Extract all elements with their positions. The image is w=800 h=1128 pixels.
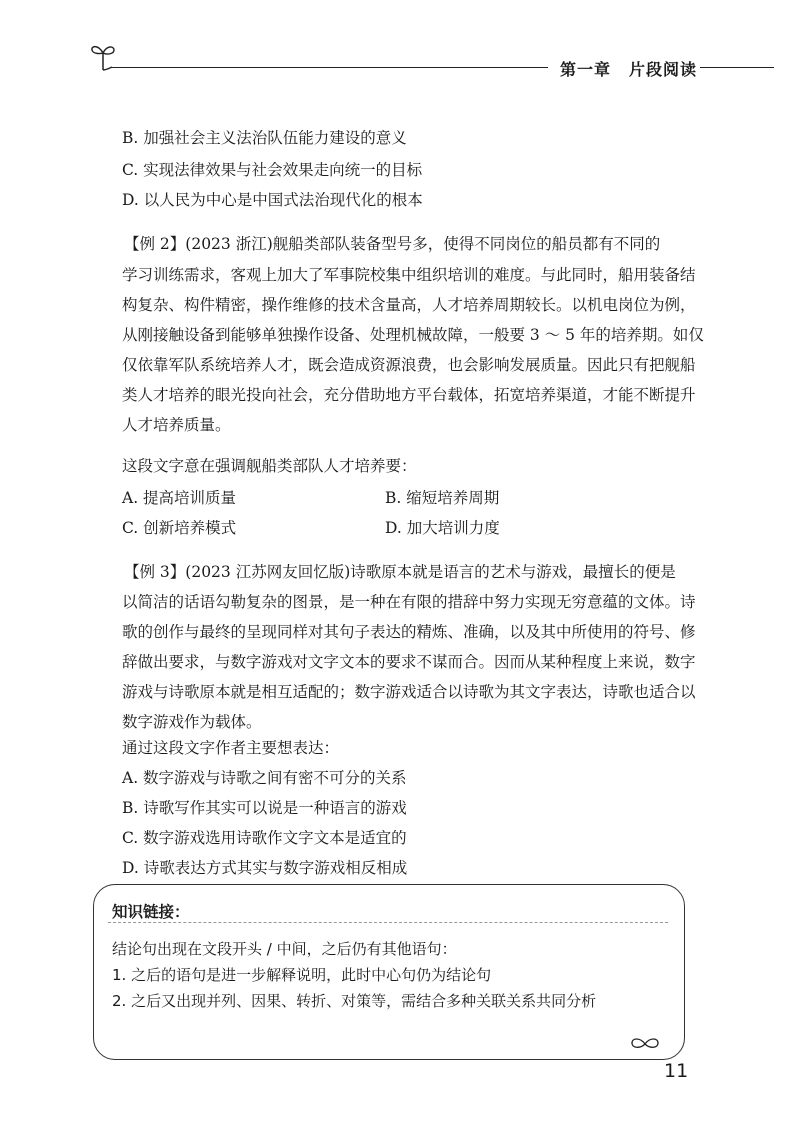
- knowledge-item: 1. 之后的语句是进一步解释说明，此时中心句仍为结论句: [112, 966, 492, 984]
- example3-line: 辞做出要求，与数字游戏对文字文本的要求不谋而合。因而从某种程度上来说，数字: [122, 653, 696, 671]
- example3-line: 数字游戏作为载体。: [122, 713, 262, 731]
- example2-line: 【例 2】(2023 浙江)舰船类部队装备型号多，使得不同岗位的船员都有不同的: [124, 235, 661, 253]
- example2-question: 这段文字意在强调舰船类部队人才培养要：: [122, 457, 417, 475]
- chapter-label: 第一章: [560, 60, 612, 79]
- example2-line: 类人才培养的眼光投向社会，充分借助地方平台载体，拓宽培养渠道，才能不断提升: [122, 386, 696, 404]
- example2-line: 构复杂、构件精密，操作维修的技术含量高，人才培养周期较长。以机电岗位为例，: [122, 296, 696, 314]
- example3-line: 游戏与诗歌原本就是相互适配的；数字游戏适合以诗歌为其文字表达，诗歌也适合以: [122, 683, 696, 701]
- example3-option-c: C. 数字游戏选用诗歌作文字文本是适宜的: [122, 829, 407, 847]
- example3-line: 以简洁的话语勾勒复杂的图景，是一种在有限的措辞中努力实现无穷意蕴的文体。诗: [122, 593, 696, 611]
- example3-question: 通过这段文字作者主要想表达：: [122, 739, 340, 757]
- sprout-icon: [88, 40, 118, 74]
- running-header: [560, 57, 697, 80]
- knowledge-item: 2. 之后又出现并列、因果、转折、对策等，需结合多种关联关系共同分析: [112, 992, 597, 1010]
- example3-option-b: B. 诗歌写作其实可以说是一种语言的游戏: [122, 799, 407, 817]
- knowledge-title: 知识链接：: [112, 903, 190, 921]
- prev-option-b: B. 加强社会主义法治队伍能力建设的意义: [122, 129, 407, 147]
- knowledge-intro: 结论句出现在文段开头 / 中间，之后仍有其他语句：: [112, 940, 457, 958]
- example2-option-b: B. 缩短培养周期: [385, 489, 500, 507]
- example3-line: 【例 3】(2023 江苏网友回忆版)诗歌原本就是语言的艺术与游戏，最擅长的便是: [124, 563, 676, 581]
- example3-option-d: D. 诗歌表达方式其实与数字游戏相反相成: [122, 859, 408, 877]
- example2-line: 从刚接触设备到能够单独操作设备、处理机械故障，一般要 3 ～ 5 年的培养期。如仅: [122, 326, 704, 344]
- knowledge-divider: [108, 922, 668, 923]
- header-rule-left: [112, 67, 548, 68]
- example3-option-a: A. 数字游戏与诗歌之间有密不可分的关系: [122, 769, 407, 787]
- example2-option-a: A. 提高培训质量: [122, 489, 237, 507]
- prev-option-d: D. 以人民为中心是中国式法治现代化的根本: [122, 191, 423, 209]
- page-number: 11: [664, 1060, 689, 1082]
- header-rule-right: [700, 67, 774, 68]
- leaves-icon: [630, 1036, 660, 1052]
- example2-option-d: D. 加大培训力度: [385, 519, 500, 537]
- section-label: 片段阅读: [629, 60, 698, 79]
- example2-line: 人才培养质量。: [122, 416, 231, 434]
- example2-line: 仅依靠军队系统培养人才，既会造成资源浪费，也会影响发展质量。因此只有把舰船: [122, 356, 696, 374]
- example2-line: 学习训练需求，客观上加大了军事院校集中组织培训的难度。与此同时，船用装备结: [122, 266, 696, 284]
- example3-line: 歌的创作与最终的呈现同样对其句子表达的精炼、准确，以及其中所使用的符号、修: [122, 623, 696, 641]
- prev-option-c: C. 实现法律效果与社会效果走向统一的目标: [122, 161, 423, 179]
- example2-option-c: C. 创新培养模式: [122, 519, 237, 537]
